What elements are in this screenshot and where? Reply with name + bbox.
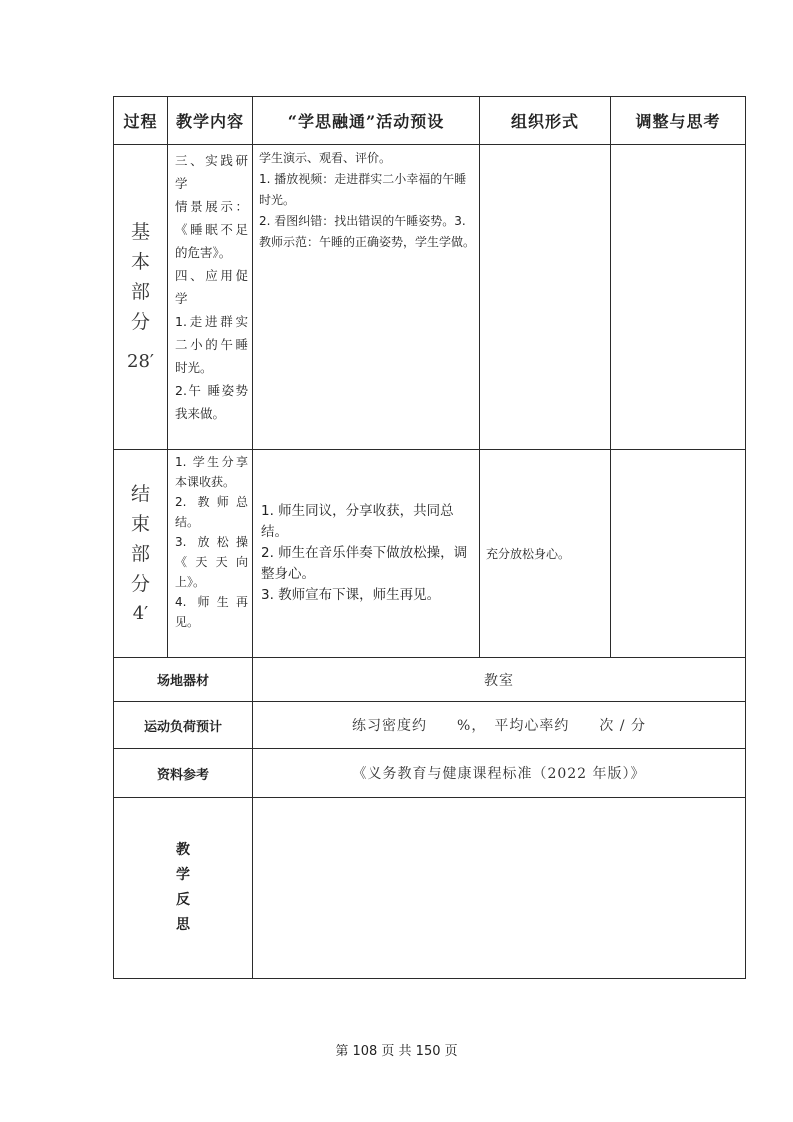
- content-line: 情景展示：《睡眠不足的危害》。: [175, 199, 248, 260]
- content-line: 1. 学生分享本课收获。: [175, 455, 248, 489]
- ending-part-stage: [114, 450, 168, 658]
- reflection-char: 反: [176, 892, 190, 908]
- stage-char: 部: [130, 542, 150, 565]
- ending-part-minutes: 4′: [132, 602, 149, 624]
- basic-part-minutes: 28′: [127, 351, 154, 372]
- stage-char: 部: [130, 281, 150, 303]
- activity-line: 3. 教师宣布下课，师生再见。: [261, 587, 441, 603]
- ending-part-row: [114, 450, 746, 658]
- load-row: [114, 702, 746, 749]
- stage-char: 束: [130, 512, 150, 535]
- content-line: 2. 教师总结。: [175, 495, 248, 529]
- teaching-reflection-value: [253, 798, 746, 979]
- teaching-reflection-row: [114, 798, 746, 979]
- ending-part-activity: [253, 450, 480, 658]
- activity-line: 1. 播放视频：走进群实二小幸福的午睡时光。: [259, 172, 467, 207]
- header-process: 过程: [114, 97, 168, 145]
- content-line: 2.午 睡姿势 我来做。: [175, 383, 248, 421]
- ending-part-reflection: [611, 450, 746, 658]
- reference-label: 资料参考: [114, 749, 253, 798]
- ending-part-content: [168, 450, 253, 658]
- basic-part-content: [168, 145, 253, 450]
- basic-part-row: [114, 145, 746, 450]
- reflection-char: 教: [176, 842, 190, 858]
- content-line: 1.走进群实二小的午睡时光。: [175, 314, 248, 375]
- header-organization: 组织形式: [480, 97, 611, 145]
- stage-char: 本: [130, 251, 150, 273]
- venue-label: 场地器材: [114, 658, 253, 702]
- reference-row: [114, 749, 746, 798]
- activity-line: 2. 看图纠错：找出错误的午睡姿势。3.教师示范：午睡的正确姿势，学生学做。: [259, 214, 476, 249]
- basic-part-reflection: [611, 145, 746, 450]
- content-line: 三、实践研学: [175, 153, 248, 191]
- basic-part-organization: [480, 145, 611, 450]
- stage-char: 结: [130, 482, 150, 505]
- reflection-char: 学: [176, 867, 190, 883]
- load-label: 运动负荷预计: [114, 702, 253, 749]
- venue-value: 教室: [253, 658, 746, 702]
- activity-line: 1. 师生同议，分享收获，共同总结。: [261, 503, 454, 540]
- header-reflection: 调整与思考: [611, 97, 746, 145]
- header-activity: “学思融通”活动预设: [253, 97, 480, 145]
- stage-char: 分: [130, 572, 150, 595]
- basic-part-activity: [253, 145, 480, 450]
- ending-part-organization: 充分放松身心。: [480, 450, 611, 658]
- activity-line: 学生演示、观看、评价。: [259, 151, 392, 165]
- venue-row: [114, 658, 746, 702]
- load-value: 练习密度约 %， 平均心率约 次 / 分: [253, 702, 746, 749]
- page-footer: 第 108 页 共 150 页: [335, 1044, 458, 1059]
- content-line: 3. 放松操《天天向上》。: [175, 535, 248, 589]
- basic-part-stage: [114, 145, 168, 450]
- stage-char: 基: [130, 221, 150, 243]
- header-row: [114, 97, 746, 145]
- activity-line: 2. 师生在音乐伴奏下做放松操，调整身心。: [261, 545, 468, 582]
- lesson-plan-table: [113, 96, 746, 979]
- reflection-char: 思: [176, 917, 190, 933]
- teaching-reflection-label: [114, 798, 253, 979]
- content-line: 四、应用促学: [175, 268, 248, 306]
- stage-char: 分: [130, 311, 150, 333]
- header-content: 教学内容: [168, 97, 253, 145]
- content-line: 4. 师生再见。: [175, 595, 248, 629]
- reference-value: 《义务教育与健康课程标准（2022 年版）》: [253, 749, 746, 798]
